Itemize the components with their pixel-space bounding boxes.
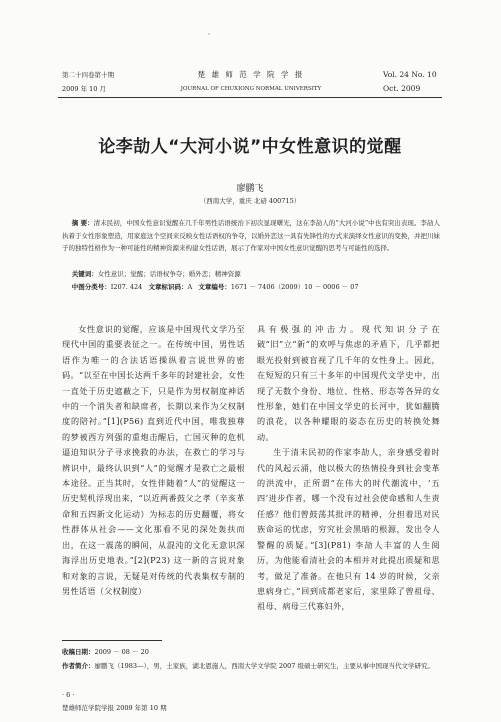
keywords-label: 关键词： bbox=[71, 270, 98, 278]
body-right-column bbox=[257, 322, 440, 615]
classification-line bbox=[62, 281, 440, 294]
abstract-text: 清末民初，中国女性意识觉醒在几千年男性话语统治下初次显现曙光，这在李劼人的“大河小说”中也有突出表现。李劼人执着于女性形象塑造，用家庭这个空间来反映女性话语权的争夺，以婚外恋这一具有先锋性的方式来演绎女性意识的变换，并把川妹子的独特性格作为一种可能性的精神资源来构建女性话语，展示了作家对中国女性意识觉醒的思考与可能性的选择。 bbox=[62, 219, 441, 253]
doc-code-label: 文章标识码： bbox=[148, 283, 188, 291]
received-value: 2009 － 08 － 20 bbox=[94, 648, 149, 656]
header-rule bbox=[58, 97, 442, 98]
article-id-value: 1671 － 7406（2009）10 － 0006 － 07 bbox=[230, 283, 359, 291]
body-left-column bbox=[62, 322, 245, 599]
author-affiliation: （西南大学，重庆 北碚 400715） bbox=[199, 197, 301, 205]
footer-journal-issue: 楚雄师范学院学报 2009 年第 10 期 bbox=[62, 704, 167, 712]
body-paragraph: 具有极强的冲击力。现代知识分子在破“旧”立“新”的欢呼与焦虑的矛盾下，几乎都把眼光投射到被盲视了几千年的女性身上。因此，在短短的只有三十多年的中国现代文学史中，出现了无数个身份、地位、性格、形态等各异的女性形象，她们在中国文学史的长河中，犹如翻腾的浪花，以各种耀眼的姿态在历史的转换处舞动。 bbox=[257, 324, 440, 442]
abstract bbox=[62, 217, 440, 255]
header-issue: 第二十四卷第十期 bbox=[62, 71, 114, 79]
article-title: 论李劼人“大河小说”中女性意识的觉醒 bbox=[98, 137, 402, 157]
author-bio-label: 作者简介： bbox=[62, 662, 95, 670]
received-date bbox=[62, 646, 440, 658]
clc-value: I207. 424 bbox=[110, 283, 143, 291]
journal-name-cn: 楚 雄 师 范 学 院 学 报 bbox=[197, 70, 305, 79]
author-bio bbox=[62, 660, 440, 672]
body-paragraph: 生于清末民初的作家李劼人，亲身感受着时代的风起云涌，他以极大的热情投身到社会变革的洪流中，正所谓“在伟大的时代潮流中，‘五四’进步作者，哪一个没有过社会使命感和人生责任感？他们曾鼓荡其批评的精神，分担着迅对民族命运的忧虑，穷究社会黑暗的根源，发出令人警醒的质疑。”[3](P81) 李劼人丰富的人生阅历，为他能看清社会的本相并对此提出质疑和思考，做足了准备。在他只有 14 岁的时候，父亲患病身亡，”回到成都老家后，家里除了曾祖母、祖母、病母三代寡妇外， bbox=[257, 447, 440, 612]
header-date-en: Oct. 2009 bbox=[383, 84, 421, 93]
page-number: · 6 · bbox=[62, 691, 75, 699]
article-id-label: 文章编号： bbox=[198, 283, 231, 291]
keywords bbox=[62, 268, 440, 281]
received-label: 收稿日期： bbox=[62, 648, 95, 656]
abstract-label: 摘 要： bbox=[71, 219, 94, 227]
author-bio-text: 廖鹏飞（1983—），男，土家族，湖北恩施人，西南大学文学院 2007 级硕士研究生，主要从事中国现当代文学研究。 bbox=[94, 662, 434, 670]
scan-mark: ˙ bbox=[207, 33, 211, 42]
author-name: 廖鹏飞 bbox=[236, 184, 264, 194]
journal-name-en: JOURNAL OF CHUXIONG NORMAL UNIVERSITY bbox=[180, 86, 322, 92]
header-date: 2009 年 10 月 bbox=[62, 85, 107, 93]
clc-label: 中图分类号： bbox=[71, 283, 111, 291]
body-paragraph: 女性意识的觉醒，应该是中国现代文学乃至现代中国的重要表征之一。在传统中国，男性话语作为唯一的合法话语操纵着言说世界的密码。“以至在中国长达两千多年的封建社会，女性一直处于历史遮蔽之下，只是作为男权制度神话中的一个消失者和缺席者，长期以来作为父权制度的陪衬。”[1](P56) 直到近代中国，唯我独尊的梦被西方列强的重炮击醒后，亡国灭种的危机逼迫知识分子寻求挽救的办法，在救亡的学习与辨识中，最终认识到“人”的觉醒才是救亡之最根本途径。正当其时，女性伴随着“人”的觉醒这一历史契机浮现出来，“以近两番鼓父之孝（辛亥革命和五四新文化运动）为标志的历史翻覆，将女性群体从社会——文化那看不见的深处轰扶而出，在这一震荡的瞬间，从混沌的文化无意识深海浮出历史地表。”[2](P23) 这一新的言说对象和对象的言说，无疑是对传统的代表集权专制的男性话语（父权制度） bbox=[62, 324, 245, 596]
footnote-rule bbox=[62, 640, 162, 641]
header-volume: Vol. 24 No. 10 bbox=[383, 70, 437, 79]
doc-code-value: A bbox=[187, 283, 193, 291]
keywords-text: 女性意识；觉醒；话语权争夺；婚外恋；精神资源 bbox=[97, 270, 241, 278]
